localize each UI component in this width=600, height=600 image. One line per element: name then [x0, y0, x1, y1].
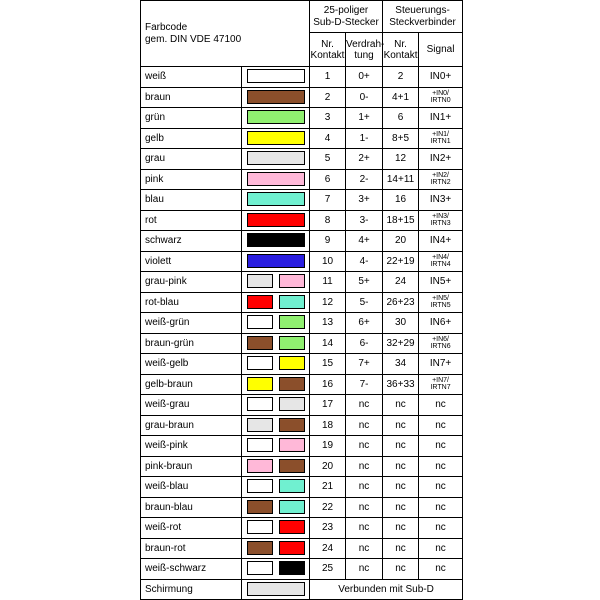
sub-d-contact: 19 [310, 436, 346, 457]
wire-color-swatch-cell [242, 67, 310, 88]
signal-line1: +IN3/ [432, 213, 449, 221]
wiring: 4- [346, 251, 383, 272]
wire-color-swatch-cell [242, 456, 310, 477]
signal: nc [419, 497, 463, 518]
color-swatch-primary [247, 459, 273, 473]
wire-color-name: blau [141, 190, 242, 211]
connector-contact: 2 [383, 67, 419, 88]
wire-color-swatch-cell [242, 108, 310, 129]
header-wiring-line1: Verdrah- [346, 38, 385, 50]
wiring: 5- [346, 292, 383, 313]
table-row [141, 497, 463, 518]
wire-color-swatch-cell [242, 87, 310, 108]
wire-color-name: grau-pink [141, 272, 242, 293]
table-row [141, 456, 463, 477]
signal: IN1+ [419, 108, 463, 129]
header-signal: Signal [419, 33, 463, 67]
shield-name: Schirmung [141, 579, 242, 600]
wiring: 2+ [346, 149, 383, 170]
connector-contact: 30 [383, 313, 419, 334]
signal: IN0+ [419, 67, 463, 88]
wire-color-name: weiß-grün [141, 313, 242, 334]
wiring: 0- [346, 87, 383, 108]
sub-d-contact: 24 [310, 538, 346, 559]
wiring: 1- [346, 128, 383, 149]
wire-color-name: braun-rot [141, 538, 242, 559]
sub-d-contact: 20 [310, 456, 346, 477]
table-row [141, 87, 463, 108]
signal: IN5+ [419, 272, 463, 293]
table-row [141, 374, 463, 395]
wire-color-name: gelb-braun [141, 374, 242, 395]
sub-d-contact: 22 [310, 497, 346, 518]
connector-contact: 4+1 [383, 87, 419, 108]
sub-d-contact: 4 [310, 128, 346, 149]
sub-d-contact: 14 [310, 333, 346, 354]
wire-color-swatch-cell [242, 354, 310, 375]
sub-d-contact: 16 [310, 374, 346, 395]
table-row [141, 395, 463, 416]
header-control-line1: Steuerungs- [395, 4, 450, 16]
table-row [141, 477, 463, 498]
color-code-table [140, 0, 463, 600]
shield-swatch-cell [242, 579, 310, 600]
signal: IN3+ [419, 190, 463, 211]
wire-color-name: rot [141, 210, 242, 231]
signal-line2: IRTN7 [430, 384, 451, 392]
connector-contact: 32+29 [383, 333, 419, 354]
color-swatch-secondary [279, 274, 305, 288]
wire-color-swatch-cell [242, 518, 310, 539]
wiring: 3- [346, 210, 383, 231]
header-contact2-label: Kontakt [383, 49, 418, 61]
wire-color-swatch-cell [242, 415, 310, 436]
color-swatch [247, 90, 305, 104]
header-sub-d-line2: Sub-D-Stecker [313, 16, 379, 28]
connector-contact: nc [383, 415, 419, 436]
signal-line1: +IN1/ [432, 131, 449, 139]
color-swatch-primary [247, 520, 273, 534]
header-contact-label: Kontakt [310, 49, 345, 61]
color-swatch [247, 192, 305, 206]
wiring: nc [346, 477, 383, 498]
wire-color-name: weiß-schwarz [141, 559, 242, 580]
sub-d-contact: 3 [310, 108, 346, 129]
wire-color-swatch-cell [242, 128, 310, 149]
wire-color-swatch-cell [242, 559, 310, 580]
wiring: nc [346, 456, 383, 477]
wire-color-name: grau-braun [141, 415, 242, 436]
signal: nc [419, 477, 463, 498]
signal-line1: +IN0/ [432, 90, 449, 98]
wiring: 3+ [346, 190, 383, 211]
wiring: 6+ [346, 313, 383, 334]
color-swatch-secondary [279, 561, 305, 575]
color-swatch-secondary [279, 295, 305, 309]
color-swatch-primary [247, 438, 273, 452]
wiring: 5+ [346, 272, 383, 293]
table-row [141, 559, 463, 580]
signal: nc [419, 395, 463, 416]
header-nr-label: Nr. [321, 38, 334, 50]
wiring: 0+ [346, 67, 383, 88]
sub-d-contact: 12 [310, 292, 346, 313]
header-sub-d-line1: 25-poliger [323, 4, 369, 16]
sub-d-contact: 11 [310, 272, 346, 293]
color-swatch-secondary [279, 438, 305, 452]
wiring: nc [346, 538, 383, 559]
wire-color-swatch-cell [242, 374, 310, 395]
color-swatch [247, 213, 305, 227]
header-control-line2: Steckverbinder [389, 16, 456, 28]
color-swatch-primary [247, 541, 273, 555]
wire-color-name: weiß [141, 67, 242, 88]
header-title-line1: Farbcode [145, 21, 188, 33]
connector-contact: 8+5 [383, 128, 419, 149]
signal-line2: IRTN1 [430, 138, 451, 146]
signal-line2: IRTN3 [430, 220, 451, 228]
sub-d-contact: 17 [310, 395, 346, 416]
wiring: nc [346, 395, 383, 416]
signal: IN4+ [419, 231, 463, 252]
table-row [141, 231, 463, 252]
wire-color-name: pink-braun [141, 456, 242, 477]
color-swatch-secondary [279, 336, 305, 350]
header-nr2-label: Nr. [394, 38, 407, 50]
connector-contact: 34 [383, 354, 419, 375]
connector-contact: 18+15 [383, 210, 419, 231]
wiring: 4+ [346, 231, 383, 252]
sub-d-contact: 8 [310, 210, 346, 231]
connector-contact: nc [383, 518, 419, 539]
sub-d-contact: 7 [310, 190, 346, 211]
wiring: nc [346, 559, 383, 580]
signal: IN6+ [419, 313, 463, 334]
signal-line1: +IN4/ [432, 254, 449, 262]
signal-line1: +IN2/ [432, 172, 449, 180]
connector-contact: nc [383, 436, 419, 457]
connector-contact: 6 [383, 108, 419, 129]
signal: nc [419, 456, 463, 477]
wire-color-swatch-cell [242, 272, 310, 293]
wire-color-swatch-cell [242, 251, 310, 272]
wire-color-name: grau [141, 149, 242, 170]
signal-line1: +IN5/ [432, 295, 449, 303]
wire-color-swatch-cell [242, 292, 310, 313]
connector-contact: 26+23 [383, 292, 419, 313]
wire-color-name: gelb [141, 128, 242, 149]
color-swatch-secondary [279, 479, 305, 493]
sub-d-contact: 5 [310, 149, 346, 170]
signal-line2: IRTN4 [430, 261, 451, 269]
table-row [141, 169, 463, 190]
shield-connection-note: Verbunden mit Sub-D [310, 579, 463, 600]
wire-color-name: weiß-gelb [141, 354, 242, 375]
color-swatch-primary [247, 336, 273, 350]
color-swatch-primary [247, 561, 273, 575]
table-row [141, 251, 463, 272]
sub-d-contact: 9 [310, 231, 346, 252]
color-swatch-primary [247, 500, 273, 514]
connector-contact: nc [383, 538, 419, 559]
table-row [141, 292, 463, 313]
connector-contact: 22+19 [383, 251, 419, 272]
wiring: nc [346, 415, 383, 436]
sub-d-contact: 10 [310, 251, 346, 272]
color-swatch-primary [247, 418, 273, 432]
table-row [141, 538, 463, 559]
signal-line2: IRTN0 [430, 97, 451, 105]
connector-contact: 20 [383, 231, 419, 252]
connector-contact: nc [383, 477, 419, 498]
color-swatch [247, 254, 305, 268]
color-swatch-primary [247, 377, 273, 391]
signal [419, 128, 463, 149]
sub-d-contact: 2 [310, 87, 346, 108]
sub-d-contact: 18 [310, 415, 346, 436]
color-swatch-secondary [279, 500, 305, 514]
connector-contact: 14+11 [383, 169, 419, 190]
color-swatch-secondary [279, 397, 305, 411]
table-row [141, 415, 463, 436]
wire-color-swatch-cell [242, 333, 310, 354]
color-swatch [247, 582, 305, 596]
signal [419, 292, 463, 313]
wire-color-swatch-cell [242, 169, 310, 190]
wire-color-name: weiß-blau [141, 477, 242, 498]
wire-color-swatch-cell [242, 231, 310, 252]
color-swatch-secondary [279, 520, 305, 534]
color-swatch [247, 233, 305, 247]
signal: nc [419, 436, 463, 457]
header-connector-contact [383, 33, 419, 67]
color-swatch-secondary [279, 315, 305, 329]
table-row [141, 436, 463, 457]
signal: nc [419, 538, 463, 559]
wiring: 7- [346, 374, 383, 395]
wire-color-swatch-cell [242, 149, 310, 170]
connector-contact: 24 [383, 272, 419, 293]
header-row-top [141, 1, 463, 33]
color-swatch-secondary [279, 356, 305, 370]
wire-color-name: braun [141, 87, 242, 108]
table-row [141, 354, 463, 375]
header-sub-d-group [310, 1, 383, 33]
color-swatch-secondary [279, 377, 305, 391]
wiring: 1+ [346, 108, 383, 129]
wiring: nc [346, 518, 383, 539]
color-swatch-primary [247, 315, 273, 329]
color-swatch-primary [247, 397, 273, 411]
sub-d-contact: 21 [310, 477, 346, 498]
wiring-table-container [140, 0, 462, 600]
signal [419, 87, 463, 108]
connector-contact: nc [383, 456, 419, 477]
wire-color-name: braun-grün [141, 333, 242, 354]
signal: nc [419, 415, 463, 436]
color-swatch [247, 172, 305, 186]
color-swatch-primary [247, 295, 273, 309]
signal: nc [419, 518, 463, 539]
wire-color-swatch-cell [242, 477, 310, 498]
wire-color-name: weiß-grau [141, 395, 242, 416]
color-swatch-primary [247, 356, 273, 370]
sub-d-contact: 23 [310, 518, 346, 539]
color-swatch [247, 69, 305, 83]
table-row [141, 518, 463, 539]
connector-contact: nc [383, 559, 419, 580]
sub-d-contact: 13 [310, 313, 346, 334]
wire-color-swatch-cell [242, 395, 310, 416]
color-swatch-secondary [279, 459, 305, 473]
color-swatch [247, 110, 305, 124]
color-swatch-secondary [279, 541, 305, 555]
signal [419, 251, 463, 272]
table-row-shield [141, 579, 463, 600]
wire-color-name: braun-blau [141, 497, 242, 518]
table-row [141, 272, 463, 293]
color-swatch-primary [247, 274, 273, 288]
wire-color-swatch-cell [242, 497, 310, 518]
signal [419, 169, 463, 190]
table-row [141, 108, 463, 129]
wiring: 6- [346, 333, 383, 354]
header-sub-d-contact [310, 33, 346, 67]
signal [419, 210, 463, 231]
wire-color-name: weiß-pink [141, 436, 242, 457]
wire-color-name: schwarz [141, 231, 242, 252]
wire-color-name: weiß-rot [141, 518, 242, 539]
table-row [141, 333, 463, 354]
color-swatch-secondary [279, 418, 305, 432]
signal-line2: IRTN2 [430, 179, 451, 187]
table-row [141, 128, 463, 149]
wire-color-swatch-cell [242, 190, 310, 211]
connector-contact: 16 [383, 190, 419, 211]
wire-color-swatch-cell [242, 313, 310, 334]
wiring: nc [346, 497, 383, 518]
sub-d-contact: 15 [310, 354, 346, 375]
wire-color-name: grün [141, 108, 242, 129]
signal: IN2+ [419, 149, 463, 170]
connector-contact: nc [383, 497, 419, 518]
connector-contact: 12 [383, 149, 419, 170]
signal [419, 374, 463, 395]
connector-contact: nc [383, 395, 419, 416]
header-control-connector-group [383, 1, 463, 33]
wiring: 2- [346, 169, 383, 190]
wiring: nc [346, 436, 383, 457]
wire-color-name: rot-blau [141, 292, 242, 313]
color-swatch-primary [247, 479, 273, 493]
wiring: 7+ [346, 354, 383, 375]
signal: IN7+ [419, 354, 463, 375]
color-swatch [247, 131, 305, 145]
signal [419, 333, 463, 354]
wire-color-name: violett [141, 251, 242, 272]
table-row [141, 67, 463, 88]
wire-color-swatch-cell [242, 538, 310, 559]
wire-color-name: pink [141, 169, 242, 190]
signal-line1: +IN6/ [432, 336, 449, 344]
table-row [141, 313, 463, 334]
wire-color-swatch-cell [242, 436, 310, 457]
table-row [141, 210, 463, 231]
table-row [141, 149, 463, 170]
header-wiring-line2: tung [354, 49, 374, 61]
header-color-code [141, 1, 310, 67]
signal-line2: IRTN5 [430, 302, 451, 310]
sub-d-contact: 1 [310, 67, 346, 88]
table-row [141, 190, 463, 211]
signal-line1: +IN7/ [432, 377, 449, 385]
connector-contact: 36+33 [383, 374, 419, 395]
sub-d-contact: 25 [310, 559, 346, 580]
color-swatch [247, 151, 305, 165]
sub-d-contact: 6 [310, 169, 346, 190]
signal-line2: IRTN6 [430, 343, 451, 351]
wire-color-swatch-cell [242, 210, 310, 231]
header-title-line2: gem. DIN VDE 47100 [145, 33, 242, 45]
signal: nc [419, 559, 463, 580]
header-wiring [346, 33, 383, 67]
